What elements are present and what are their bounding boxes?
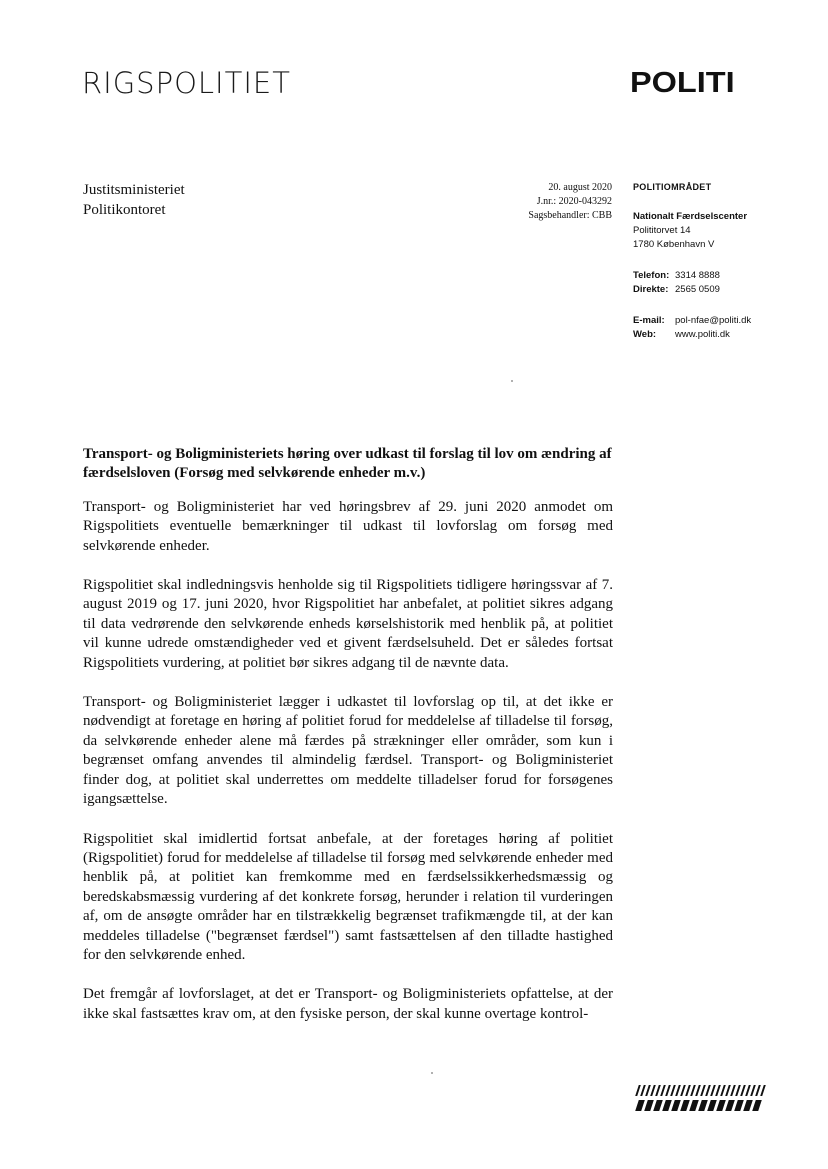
body-paragraph-4: Rigspolitiet skal imidlertid fortsat anbefale, at der foretages høring af politiet (Rigspolitiet) forud for meddelelse af tilladelse til forsøg med selvkørende enheder med henblik på, at politiet kan fremkomme med en færdselssikkerhedsmæssig og beredskabsmæssig vurdering af det konkrete forsøg, herunder i relation til vurderingen af, om de ansøgte områder har en tilstrækkelig begrænset trafikmængde til, at der kan meddeles tilladelse ("begrænset færdsel") samt fastsættelsen af den tilladte hastighed for den selvkørende enhed. [83,830,613,963]
email-row [633,314,751,328]
web-label: Web: [633,329,657,340]
case-number: J.nr.: 2020-043292 [536,196,612,207]
case-handler: Sagsbehandler: CBB [528,210,612,221]
contact-block [633,314,751,342]
police-stripe-pattern [637,1085,767,1115]
address-line-1: Polititorvet 14 [633,225,691,236]
address-block [633,210,751,252]
recipient-line-2: Politikontoret [83,202,166,218]
scan-speck [431,1072,433,1074]
org-title: RIGSPOLITIET [82,66,291,100]
phone-label: Telefon: [633,270,670,281]
subject-heading: Transport- og Boligministeriets høring over udkast til forslag til lov om ændring af færdselsloven (Forsøg med selvkørende enheder m.v.) [83,446,612,482]
scan-speck [511,380,513,382]
body-paragraph-1: Transport- og Boligministeriet har ved høringsbrev af 29. juni 2020 anmodet om Rigspolitiets eventuelle bemærkninger til udkast til lovforslag om forsøg med selvkørende enheder. [83,498,613,554]
phone-block [633,269,751,297]
phone-value: 3314 8888 [675,270,720,281]
stripe-row-thick [637,1100,767,1111]
sender-sidebar [633,180,751,359]
web-value[interactable]: www.politi.dk [675,329,730,340]
stripe-row-thin [637,1085,767,1096]
letter-date: 20. august 2020 [548,182,612,193]
body-paragraph-5: Det fremgår af lovforslaget, at det er Transport- og Boligministeriets opfattelse, at der ikke skal fastsættes krav om, at den fysiske person, der skal kunne overtage kontrol- [83,986,613,1022]
address-line-2: 1780 København V [633,239,715,250]
direct-row [633,283,751,297]
web-row [633,328,751,342]
phone-row [633,269,751,283]
body-paragraph-2: Rigspolitiet skal indledningsvis henholde sig til Rigspolitiets tidligere høringssvar af 7. august 2019 og 17. juni 2020, hvor Rigspolitiet har anbefalet, at politiet sikres adgang til data vedrørende den selvkørende enheds kørselshistorik med henblik på, at politiet vil kunne udrede omstændigheder ved et givent færdselsuheld. Det er således fortsat Rigspolitiets vurdering, at politiet bør sikres adgang til de nævnte data. [83,577,613,671]
recipient-line-1: Justitsministeriet [83,182,185,198]
email-value[interactable]: pol-nfae@politi.dk [675,315,752,326]
recipient-block [83,180,185,220]
politi-logo: POLITI [630,67,735,99]
center-name: Nationalt Færdselscenter [633,211,748,222]
letter-body [83,445,613,1044]
direct-value: 2565 0509 [675,284,720,295]
department-label: POLITIOMRÅDET [633,182,712,192]
body-paragraph-3: Transport- og Boligministeriet lægger i udkastet til lovforslag op til, at det ikke er nødvendigt at foretage en høring af politiet forud for meddelelse af tilladelse til forsøg, da selvkørende enheder alene må færdes på strækninger eller områder, som kun i begrænset omfang anvendes til almindelig færdsel. Transport- og Boligministeriet finder dog, at politiet skal underrettes om meddelte tilladelser forud for forsøgenes igangsættelse. [83,694,613,808]
email-label: E-mail: [633,315,665,326]
letter-meta [528,181,612,223]
direct-label: Direkte: [633,284,669,295]
